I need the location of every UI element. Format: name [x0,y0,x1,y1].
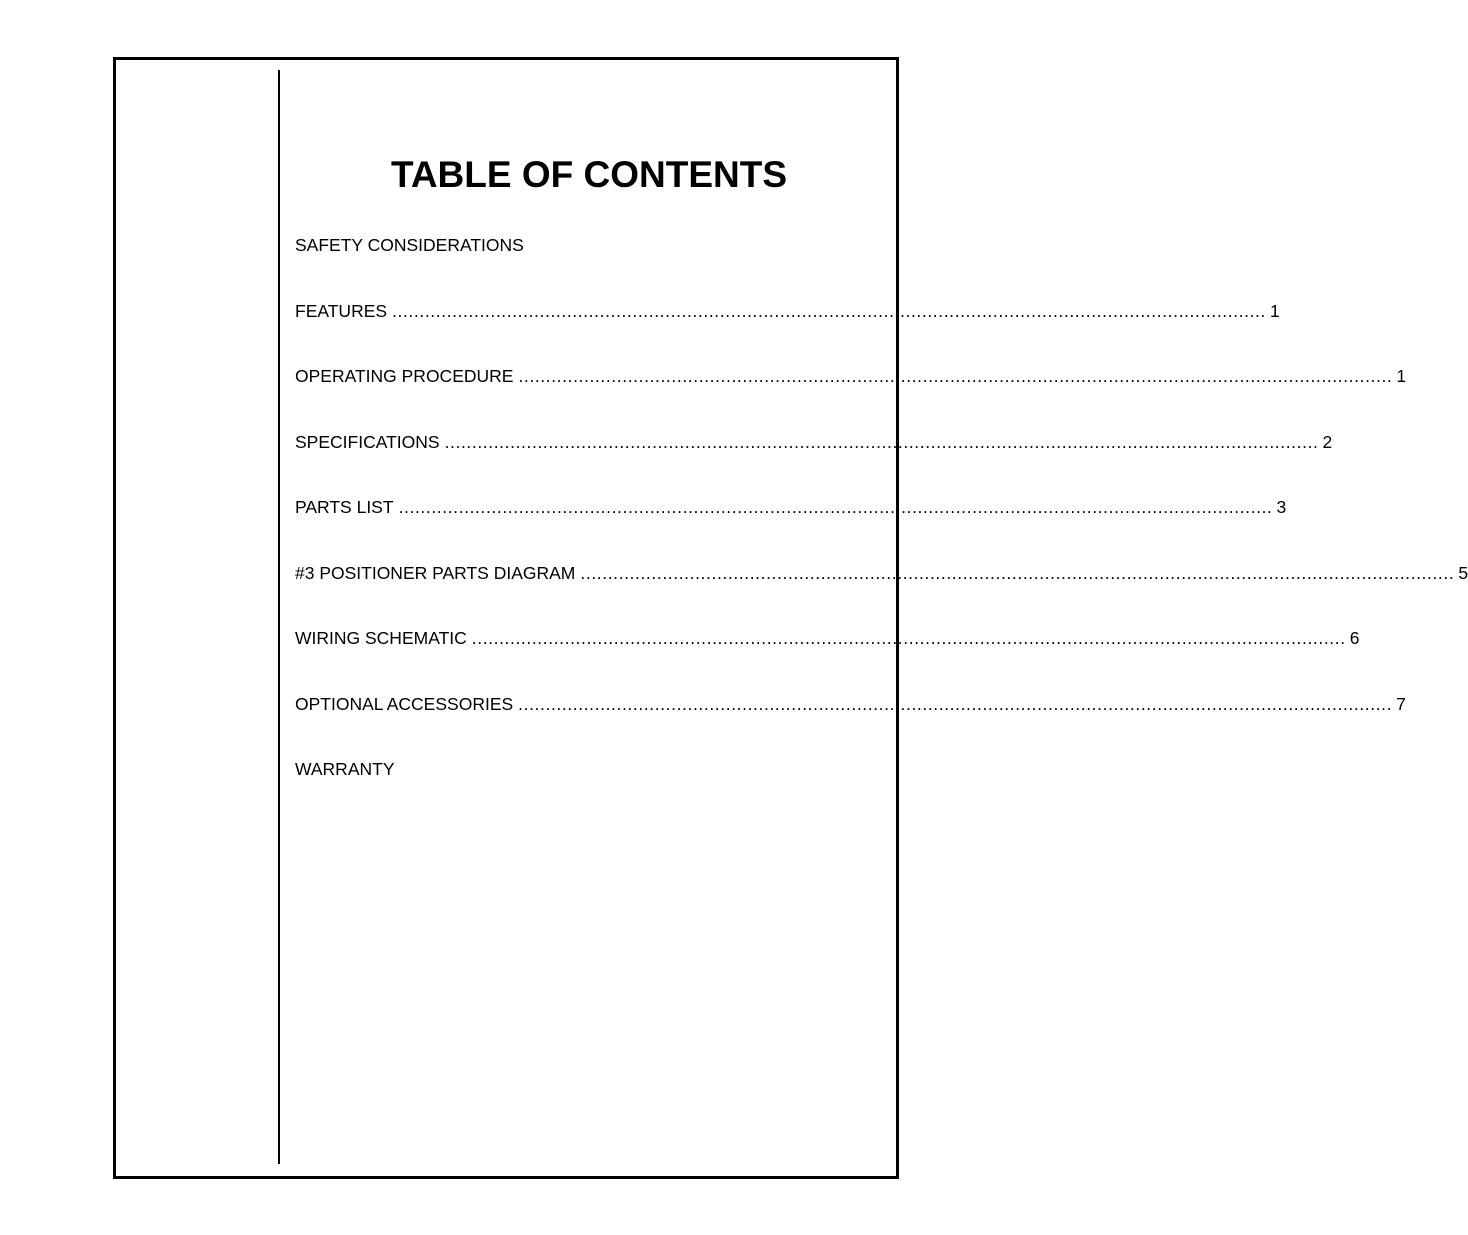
dot-leader: ................................................................................................................................................................ [398,497,1273,517]
dot-leader: ................................................................................................................................................................ [518,693,1393,714]
toc-entry-label: WARRANTY [295,759,395,779]
toc-entry [295,692,1406,758]
toc-entry-page: 3 [1276,497,1287,517]
dot-leader: ................................................................................................................................................................ [444,431,1319,452]
toc-entry [295,233,870,299]
dot-leader: ................................................................................................................................................................ [392,300,1266,321]
toc-entry-label: FEATURES [295,300,388,321]
toc-entry [295,430,1333,496]
toc-entry-label: SAFETY CONSIDERATIONS [295,235,524,255]
toc-entry-label: OPERATING PROCEDURE [295,366,514,386]
toc-entry-page: 1 [1269,300,1280,321]
toc-entry [295,364,1407,430]
toc-entry-page: 6 [1349,628,1360,648]
toc-list [295,233,1468,823]
toc-entry-label: SPECIFICATIONS [295,431,440,452]
toc-entry-label: #3 POSITIONER PARTS DIAGRAM [295,562,576,583]
toc-entry-label: OPTIONAL ACCESSORIES [295,693,514,714]
toc-entry-label: WIRING SCHEMATIC [295,628,467,648]
toc-entry [295,561,1468,627]
toc-entry-page: 5 [1458,562,1468,583]
margin-rule [278,70,280,1164]
dot-leader: ................................................................................................................................................................ [518,366,1393,386]
toc-entry [295,626,1360,692]
toc-entry [295,495,1287,561]
dot-leader: ................................................................................................................................................................ [580,562,1455,583]
toc-entry-label: PARTS LIST [295,497,394,517]
toc-entry-page: 1 [1396,366,1407,386]
toc-entry [295,757,870,823]
toc-entry-page: 2 [1322,431,1333,452]
page-title: TABLE OF CONTENTS [390,154,787,195]
toc-entry-page: 7 [1396,693,1406,714]
dot-leader: ................................................................................................................................................................ [471,628,1346,648]
toc-entry [295,299,1280,365]
